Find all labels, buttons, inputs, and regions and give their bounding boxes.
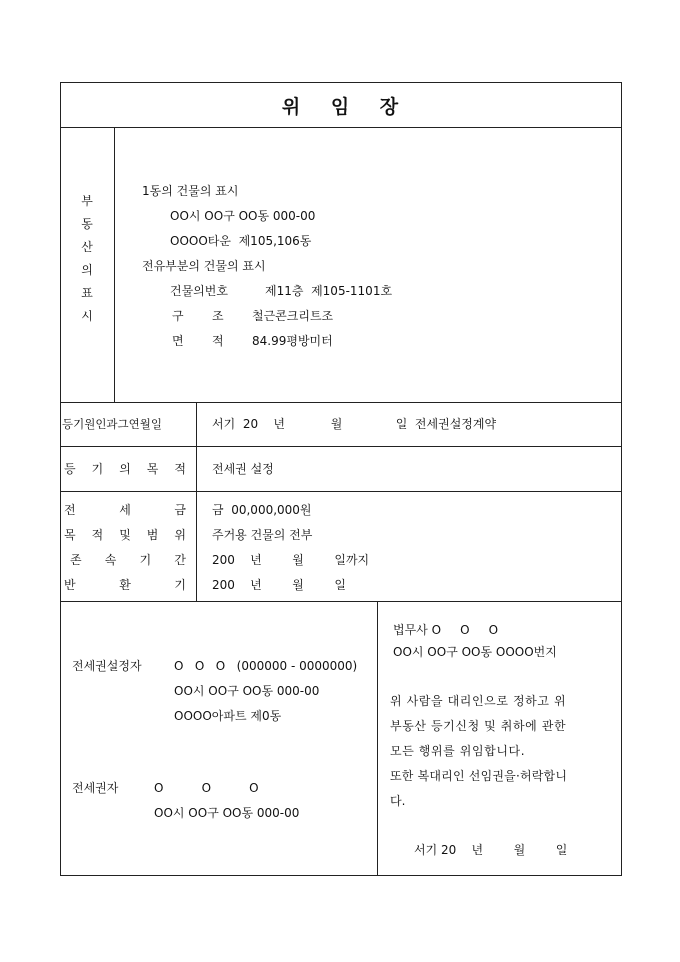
term-label-char: 존	[70, 553, 82, 567]
term-label-deposit	[64, 502, 186, 518]
building-heading: 1동의 건물의 표시	[142, 184, 239, 198]
term-label-char: 기	[139, 553, 152, 567]
holder-address: OO시 OO구 OO동 000-00	[154, 806, 300, 820]
rule-below-property	[60, 402, 622, 403]
property-side-char: 산	[81, 240, 93, 254]
cause-label: 등기원인과그연월일	[62, 417, 162, 431]
delegation-text-4: 또한 복대리인 선임권을·허락합니	[390, 769, 568, 783]
purpose-value: 전세권 설정	[212, 462, 274, 476]
building-address: OO시 OO구 OO동 000-00	[170, 209, 316, 223]
term-label-char: 위	[174, 528, 186, 542]
term-value-scope: 주거용 건물의 전부	[212, 528, 313, 542]
term-label-char: 적	[91, 528, 104, 542]
delegation-text-1: 위 사람을 대리인으로 정하고 위	[390, 694, 567, 708]
holder-label: 전세권자	[72, 781, 119, 795]
rule-below-terms	[60, 601, 622, 602]
rule-below-purpose	[60, 491, 622, 492]
delegation-text-5: 다.	[390, 794, 406, 808]
area-label-1: 면	[172, 334, 184, 348]
delegation-text-3: 모든 행위를 위임합니다.	[390, 744, 526, 758]
structure-label-2: 조	[212, 309, 224, 323]
document-title: 위 임 장	[281, 95, 401, 118]
delegation-text-2: 부동산 등기신청 및 취하에 관한	[390, 719, 567, 733]
term-label-duration	[70, 552, 186, 568]
term-label-char: 간	[174, 553, 186, 567]
rule-below-cause	[60, 446, 622, 447]
term-label-char: 전	[64, 503, 76, 517]
area-value: 84.99평방미터	[252, 334, 333, 348]
setter-address: OO시 OO구 OO동 000-00	[174, 684, 320, 698]
term-label-scope	[64, 527, 186, 543]
property-side-char: 의	[81, 263, 93, 277]
rule-field-labels	[196, 402, 197, 601]
purpose-label-char: 기	[91, 462, 104, 476]
term-label-char: 반	[64, 578, 76, 592]
unit-heading: 전유부분의 건물의 표시	[142, 259, 266, 273]
property-side-label	[60, 190, 114, 328]
building-complex: OOOO타운 제105,106동	[170, 234, 312, 248]
property-side-char: 부	[81, 194, 93, 208]
term-label-return	[64, 577, 186, 593]
unit-number-value: 제11층 제105-1101호	[265, 284, 393, 298]
agent-name: 법무사 O O O	[393, 623, 499, 637]
term-label-char: 목	[64, 528, 76, 542]
structure-label-1: 구	[172, 309, 184, 323]
purpose-label-char: 목	[146, 462, 159, 476]
term-value-deposit: 금 00,000,000원	[212, 503, 312, 517]
rule-delegation	[377, 601, 378, 876]
property-side-char: 동	[81, 217, 93, 231]
setter-label: 전세권설정자	[72, 659, 142, 673]
unit-number-label: 건물의번호	[170, 284, 228, 298]
term-label-char: 속	[104, 553, 117, 567]
term-value-duration: 200 년 월 일까지	[212, 553, 370, 567]
purpose-label	[64, 461, 186, 477]
term-label-char: 환	[119, 578, 131, 592]
setter-apartment: OOOO아파트 제0동	[174, 709, 282, 723]
term-label-char: 금	[174, 503, 186, 517]
term-label-char: 세	[119, 503, 131, 517]
agent-address: OO시 OO구 OO동 OOOO번지	[393, 645, 557, 659]
rule-property-label	[114, 127, 115, 402]
cause-value: 서기 20 년 월 일 전세권설정계약	[212, 417, 497, 431]
area-label-2: 적	[212, 334, 224, 348]
holder-name: O O O	[154, 781, 259, 795]
delegation-date: 서기 20 년 월 일	[414, 843, 568, 857]
purpose-label-char: 의	[119, 462, 131, 476]
term-value-return: 200 년 월 일	[212, 578, 346, 592]
property-side-char: 시	[81, 309, 93, 323]
structure-value: 철근콘크리트조	[252, 309, 334, 323]
term-label-char: 및	[119, 528, 131, 542]
term-label-char: 범	[146, 528, 159, 542]
property-side-char: 표	[81, 286, 93, 300]
purpose-label-char: 적	[174, 462, 186, 476]
purpose-label-char: 등	[64, 462, 76, 476]
setter-name: O O O (000000 - 0000000)	[174, 659, 358, 673]
term-label-char: 기	[174, 578, 186, 592]
document-frame	[60, 82, 622, 876]
